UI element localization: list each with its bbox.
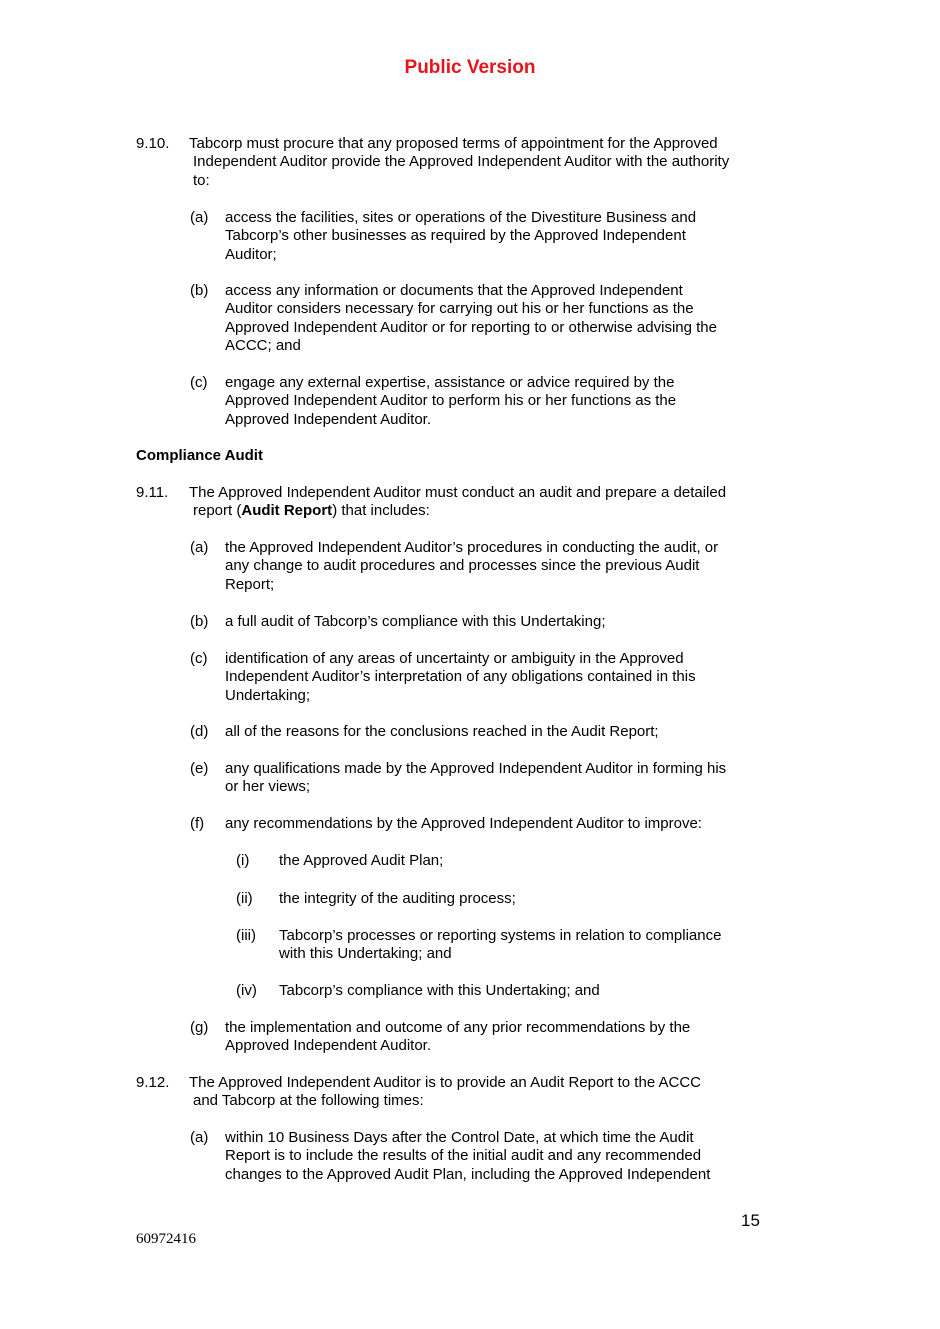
subitem-label: (iii) <box>236 927 256 944</box>
item-line: the Approved Independent Auditor’s procedures in conducting the audit, or <box>225 539 719 556</box>
item-text <box>225 1019 690 1056</box>
item-line: the implementation and outcome of any prior recommendations by the <box>225 1019 691 1036</box>
item-label: (c) <box>190 650 208 667</box>
item-label: (b) <box>190 282 209 299</box>
item-text <box>225 282 717 355</box>
clause-9-11-number: 9.11. <box>136 484 169 501</box>
item-line: Report is to include the results of the initial audit and any recommended <box>225 1147 702 1165</box>
page-number: 15 <box>741 1211 760 1230</box>
item-text <box>225 650 696 705</box>
item-line: Approved Independent Auditor or for reporting to or otherwise advising the <box>225 318 717 336</box>
item-label: (b) <box>190 613 209 630</box>
item-text <box>225 374 676 429</box>
clause-line: Independent Auditor provide the Approved Independent Auditor with the authority <box>193 153 730 171</box>
item-text <box>225 815 702 833</box>
item-line: any change to audit procedures and processes since the previous Audit <box>225 557 700 575</box>
item-label: (a) <box>190 209 209 226</box>
clause-line: and Tabcorp at the following times: <box>193 1092 424 1110</box>
item-line: Report; <box>225 575 275 593</box>
item-text <box>225 1129 710 1184</box>
subitem-text <box>279 982 600 1000</box>
defined-term: Audit Report <box>241 502 333 520</box>
item-line: Approved Independent Auditor to perform his or her functions as the <box>225 392 677 410</box>
item-label: (c) <box>190 374 208 391</box>
clause-9-11-text <box>189 484 726 521</box>
clause-9-12-text <box>189 1074 701 1111</box>
clause-9-10-number: 9.10. <box>136 135 170 152</box>
clause-9-10-text <box>189 135 729 190</box>
item-line: access the facilities, sites or operations of the Divestiture Business and <box>225 209 697 226</box>
item-line: the integrity of the auditing process; <box>279 890 516 907</box>
document-id: 60972416 <box>136 1231 196 1247</box>
item-line: changes to the Approved Audit Plan, including the Approved Independent <box>225 1165 711 1183</box>
public-version-banner: Public Version <box>404 57 536 78</box>
item-line: any recommendations by the Approved Independent Auditor to improve: <box>225 815 702 832</box>
clause-line: Tabcorp must procure that any proposed terms of appointment for the Approved <box>189 135 718 152</box>
subitem-text <box>279 927 721 964</box>
item-line: ACCC; and <box>225 336 301 354</box>
item-text <box>225 209 696 264</box>
item-line: within 10 Business Days after the Control Date, at which time the Audit <box>225 1129 694 1146</box>
item-line: access any information or documents that the Approved Independent <box>225 282 683 299</box>
item-line: any qualifications made by the Approved Independent Auditor in forming his <box>225 760 727 777</box>
item-line: identification of any areas of uncertainty or ambiguity in the Approved <box>225 650 684 667</box>
subitem-label: (i) <box>236 852 250 869</box>
clause-line: The Approved Independent Auditor is to provide an Audit Report to the ACCC <box>189 1074 701 1091</box>
item-line: with this Undertaking; and <box>279 945 452 963</box>
clause-line: to: <box>193 171 210 189</box>
item-label: (a) <box>190 539 209 556</box>
item-label: (d) <box>190 723 209 740</box>
subitem-text <box>279 890 516 908</box>
item-line: Independent Auditor’s interpretation of any obligations contained in this <box>225 668 696 686</box>
clause-text-fragment: ) that includes: <box>332 502 430 520</box>
item-line: or her views; <box>225 778 311 796</box>
item-line: Auditor; <box>225 245 277 263</box>
subitem-label: (ii) <box>236 890 253 907</box>
item-line: engage any external expertise, assistance or advice required by the <box>225 374 675 391</box>
item-line: Tabcorp’s compliance with this Undertaking; and <box>279 982 600 999</box>
clause-9-12-number: 9.12. <box>136 1074 170 1091</box>
item-label: (g) <box>190 1019 209 1036</box>
clause-text-fragment: report ( <box>193 502 242 520</box>
item-label: (e) <box>190 760 209 777</box>
item-text <box>225 760 726 797</box>
subitem-label: (iv) <box>236 982 257 999</box>
item-line: all of the reasons for the conclusions reached in the Audit Report; <box>225 723 659 740</box>
item-line: Undertaking; <box>225 686 311 704</box>
item-label: (a) <box>190 1129 209 1146</box>
clause-line: The Approved Independent Auditor must conduct an audit and prepare a detailed <box>189 484 727 501</box>
clause-line <box>189 502 726 520</box>
item-line: Approved Independent Auditor. <box>225 1037 432 1055</box>
item-text <box>225 723 659 741</box>
subitem-text <box>279 852 443 870</box>
item-line: Auditor considers necessary for carrying out his or her functions as the <box>225 300 694 318</box>
item-text <box>225 539 718 594</box>
item-line: the Approved Audit Plan; <box>279 852 444 869</box>
item-label: (f) <box>190 815 205 832</box>
item-text <box>225 613 606 631</box>
item-line: Approved Independent Auditor. <box>225 410 432 428</box>
item-line: Tabcorp’s processes or reporting systems in relation to compliance <box>279 927 722 944</box>
section-heading: Compliance Audit <box>136 447 263 464</box>
item-line: a full audit of Tabcorp’s compliance with this Undertaking; <box>225 613 606 630</box>
item-line: Tabcorp’s other businesses as required by the Approved Independent <box>225 227 686 245</box>
